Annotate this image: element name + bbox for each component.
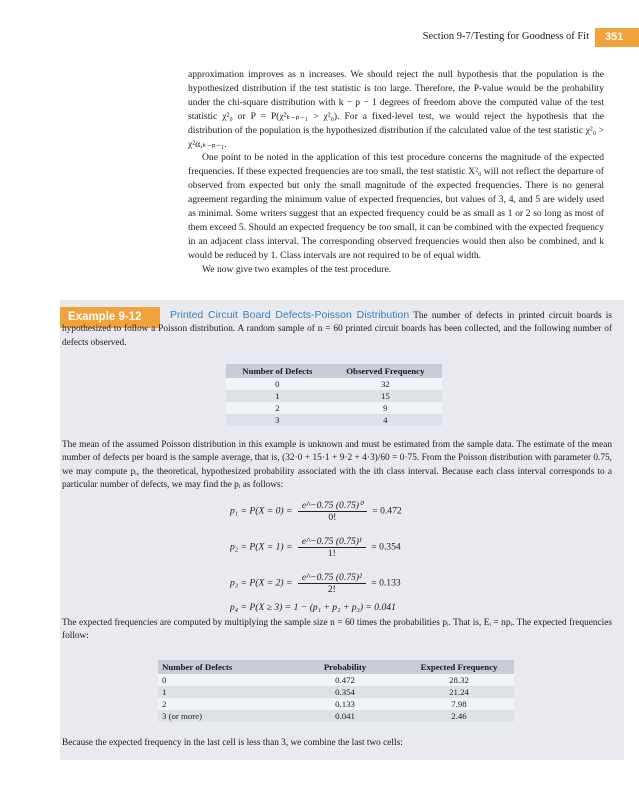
- table-row: [158, 674, 514, 686]
- table-cell: 32: [329, 378, 442, 390]
- table-cell: 2: [226, 402, 329, 414]
- table-row: [226, 402, 442, 414]
- table-cell: 0: [158, 674, 286, 686]
- table-cell: 1: [226, 390, 329, 402]
- last-paragraph: Because the expected frequency in the last cell is less than 3, we combine the last two cells:: [62, 738, 403, 748]
- table-cell: 28.32: [404, 674, 514, 686]
- mean-paragraph: The mean of the assumed Poisson distribution in this example is unknown and must be estimated from the sample data. The estimate of the mean number of defects per board is the sample average, that is, (32·0 + 15·1 + 9·2 + 4·3)/60 = 0·75. From the Poisson distribution with parameter 0.75, we may compute pᵢ, the theoretical, hypothesized probability associated with the ith class interval. Because each class interval corresponds to a particular number of defects, we may find the pᵢ as follows:: [62, 440, 612, 491]
- equation-p2: p₂ = P(X = 1) = $\frac{\text{e\textasciicircum{}−0.75 (0.75)¹}}{1!}$ = 0.354: [230, 536, 401, 559]
- section-title: Section 9-7/Testing for Goodness of Fit: [422, 31, 589, 42]
- table-row: [226, 414, 442, 426]
- expected-frequency-table: [158, 660, 514, 722]
- table-cell: 15: [329, 390, 442, 402]
- body-text: [188, 68, 604, 277]
- table-row: [158, 698, 514, 710]
- observed-frequency-table: [226, 364, 442, 426]
- table-cell: 7.98: [404, 698, 514, 710]
- table2-header-defects: Number of Defects: [158, 660, 286, 674]
- equation-p1: p₁ = P(X = 0) = $\frac{\text{e\textasciicircum{}−0.75 (0.75)⁰}}{0!}$ = 0.472: [230, 500, 402, 523]
- table-cell: 1: [158, 686, 286, 698]
- table-cell: 9: [329, 402, 442, 414]
- table1-header-defects: Number of Defects: [226, 364, 329, 378]
- table-cell: 3 (or more): [158, 710, 286, 722]
- table-cell: 21.24: [404, 686, 514, 698]
- equation-p3: p₃ = P(X = 2) = $\frac{\text{e\textasciicircum{}−0.75 (0.75)²}}{2!}$ = 0.133: [230, 572, 401, 595]
- table-cell: 2: [158, 698, 286, 710]
- example-intro-text: The number of defects in printed circuit boards is hypothesized to follow a Poisson distribution. A random sample of n = 60 printed circuit boards has been collected, and the following number of defects observed.: [62, 311, 612, 348]
- table-cell: 3: [226, 414, 329, 426]
- table-row: [158, 710, 514, 722]
- expected-paragraph: The expected frequencies are computed by multiplying the sample size n = 60 times the probabilities pᵢ. That is, Eᵢ = npᵢ. The expected frequencies follow:: [62, 618, 612, 642]
- table2-header-probability: Probability: [286, 660, 404, 674]
- table-row: [226, 378, 442, 390]
- table-cell: 0.041: [286, 710, 404, 722]
- table-cell: 2.46: [404, 710, 514, 722]
- example-title: Printed Circuit Board Defects-Poisson Distribution: [170, 309, 410, 321]
- example-intro: [62, 309, 612, 350]
- table-cell: 4: [329, 414, 442, 426]
- table-row: [226, 390, 442, 402]
- example-label: Example 9-12: [60, 307, 160, 328]
- page-header: [0, 28, 639, 50]
- table1-header-observed: Observed Frequency: [329, 364, 442, 378]
- table-cell: 0.133: [286, 698, 404, 710]
- table2-header-expected: Expected Frequency: [404, 660, 514, 674]
- paragraph-1: approximation improves as n increases. We should reject the null hypothesis that the population is the hypothesized distribution if the test statistic is too large. Therefore, the P-value would be the probability under the chi-square distribution with k − p − 1 degrees of freedom above the computed value of the test statistic χ²₀ or P = P(χ²ₖ₋ₚ₋₁ > χ²₀). For a fixed-level test, we would reject the hypothesis that the distribution of the population is the hypothesized distribution if the calculated value of the test statistic χ²₀ > χ²α,ₖ₋ₚ₋₁.: [188, 69, 604, 150]
- paragraph-3: We now give two examples of the test procedure.: [202, 263, 392, 275]
- table-cell: 0.354: [286, 686, 404, 698]
- page-number: 351: [595, 28, 639, 47]
- table-row: [158, 686, 514, 698]
- paragraph-2: One point to be noted in the application of this test procedure concerns the magnitude of the expected frequencies. If these expected frequencies are too small, the test statistic X²₀ will not reflect the departure of observed from expected but only the small magnitude of the expected frequencies. There is no general agreement regarding the minimum value of expected frequencies, but values of 3, 4, and 5 are widely used as minimal. Some writers suggest that an expected frequency could be as small as 1 or 2 so long as most of them exceed 5. Should an expected frequency be too small, it can be combined with the expected frequency in an adjacent class interval. The corresponding observed frequencies would then also be combined, and k would be reduced by 1. Class intervals are not required to be of equal width.: [188, 152, 604, 261]
- equation-p4: p₄ = P(X ≥ 3) = 1 − (p₁ + p₂ + p₃) = 0.041: [230, 602, 396, 613]
- table-cell: 0.472: [286, 674, 404, 686]
- table-cell: 0: [226, 378, 329, 390]
